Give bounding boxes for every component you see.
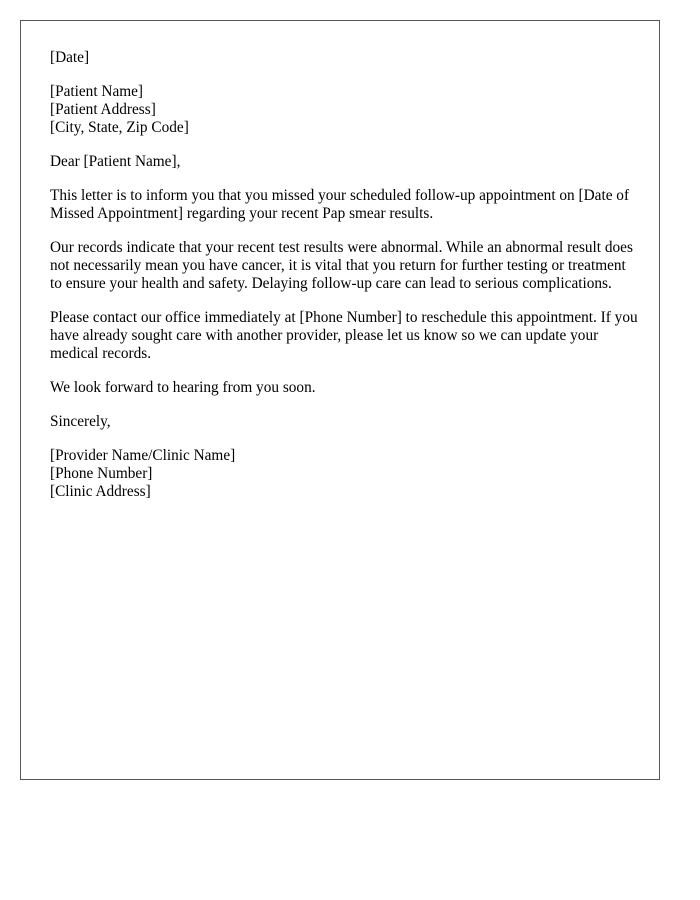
signature-block: [50, 447, 640, 501]
letter-page: [20, 20, 660, 780]
salutation: Dear [Patient Name],: [50, 153, 181, 170]
letter-date: [Date]: [50, 49, 90, 66]
recipient-name: [Patient Name]: [50, 83, 144, 100]
signature-address: [Clinic Address]: [50, 483, 151, 500]
paragraph-contact-office: Please contact our office immediately at [Phone Number] to reschedule this appointment. If you have already sought care with another provider, please let us know so we can update your medical records.: [50, 309, 638, 362]
closing: Sincerely,: [50, 413, 111, 430]
closing-block: [50, 413, 640, 431]
paragraph-abnormal-results: Our records indicate that your recent test results were abnormal. While an abnormal result does not necessarily mean you have cancer, it is vital that you return for further testing or treatment to ensure your health and safety. Delaying follow-up care can lead to serious complications.: [50, 239, 633, 292]
signature-phone: [Phone Number]: [50, 465, 153, 482]
recipient-address: [Patient Address]: [50, 101, 156, 118]
signature-provider: [Provider Name/Clinic Name]: [50, 447, 236, 464]
date-block: [50, 49, 640, 67]
letter-body: [50, 49, 640, 517]
paragraph-look-forward: We look forward to hearing from you soon.: [50, 379, 316, 396]
paragraph-missed-appointment: This letter is to inform you that you missed your scheduled follow-up appointment on [Date of Missed Appointment] regarding your recent Pap smear results.: [50, 187, 630, 222]
salutation-block: [50, 153, 640, 171]
recipient-block: [50, 83, 640, 137]
recipient-city-state-zip: [City, State, Zip Code]: [50, 119, 189, 136]
